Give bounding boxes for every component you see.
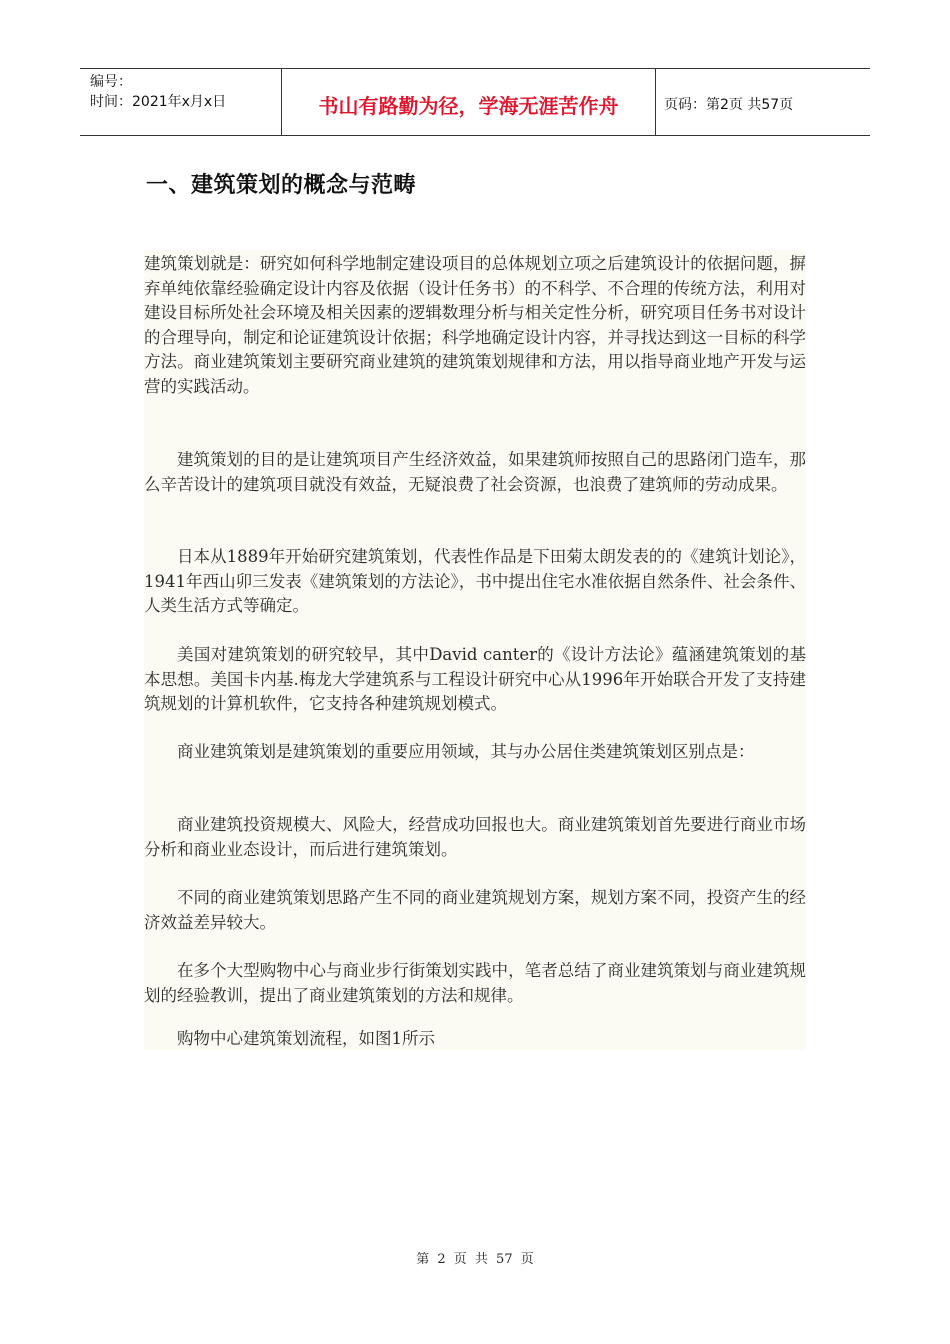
page-footer: 第 2 页 共 57 页 (416, 1252, 534, 1267)
header-meta (80, 69, 282, 135)
header-page-info: 页码：第2页 共57页 (664, 97, 794, 113)
document-date: 时间：2021年x月x日 (90, 94, 227, 110)
paragraph-experience: 在多个大型购物中心与商业步行街策划实践中，笔者总结了商业建筑策划与商业建筑规划的经验教训，提出了商业建筑策划的方法和规律。 (144, 961, 806, 1005)
document-number: 编号： (90, 74, 132, 90)
paragraph-japan: 日本从1889年开始研究建筑策划，代表性作品是下田菊太朗发表的的《建筑计划论》，1941年西山卯三发表《建筑策划的方法论》，书中提出住宅水准依据自然条件、社会条件、人类生活方式等确定。 (144, 547, 806, 615)
paragraph-purpose: 建筑策划的目的是让建筑项目产生经济效益，如果建筑师按照自己的思路闭门造车，那么辛苦设计的建筑项目就没有效益，无疑浪费了社会资源，也浪费了建筑师的劳动成果。 (144, 450, 806, 494)
paragraph-figure-reference: 购物中心建筑策划流程，如图1所示 (177, 1029, 435, 1048)
paragraph-planning-schemes: 不同的商业建筑策划思路产生不同的商业建筑规划方案，规划方案不同，投资产生的经济效益差异较大。 (144, 888, 806, 932)
paragraph-definition: 建筑策划就是：研究如何科学地制定建设项目的总体规划立项之后建筑设计的依据问题，摒弃单纯依靠经验确定设计内容及依据（设计任务书）的不科学、不合理的传统方法，利用对建设目标所处社会环境及相关因素的逻辑数理分析与相关定性分析，研究项目任务书对设计的合理导向，制定和论证建筑设计依据；科学地确定设计内容，并寻找达到这一目标的科学方法。商业建筑策划主要研究商业建筑的建筑策划规律和方法，用以指导商业地产开发与运营的实践活动。 (144, 254, 806, 396)
section-title: 一、建筑策划的概念与范畴 (146, 173, 417, 198)
body-text (144, 250, 806, 1050)
page-header (80, 68, 870, 136)
header-motto: 书山有路勤为径，学海无涯苦作舟 (282, 69, 656, 135)
paragraph-investment-scale: 商业建筑投资规模大、风险大，经营成功回报也大。商业建筑策划首先要进行商业市场分析和商业业态设计，而后进行建筑策划。 (144, 815, 806, 859)
paragraph-usa: 美国对建筑策划的研究较早，其中David canter的《设计方法论》蕴涵建筑策划的基本思想。美国卡内基.梅龙大学建筑系与工程设计研究中心从1996年开始联合开发了支持建筑规划的计算机软件，它支持各种建筑规划模式。 (144, 645, 806, 713)
paragraph-commercial-differences: 商业建筑策划是建筑策划的重要应用领域，其与办公居住类建筑策划区别点是： (177, 742, 755, 761)
